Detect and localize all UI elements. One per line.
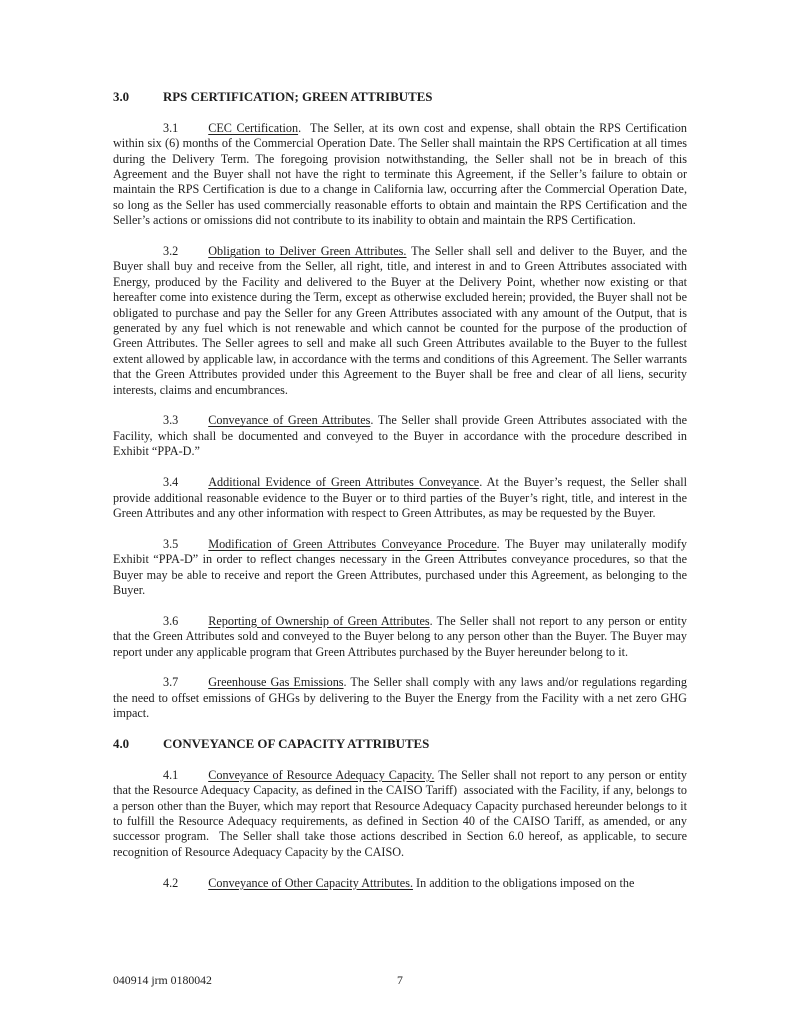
clause-number: 3.2 (163, 244, 179, 259)
clause-separator: . (370, 413, 378, 428)
clause-title: Modification of Green Attributes Conveyance Procedure (208, 536, 497, 551)
document-body (113, 90, 687, 891)
clause-number: 3.3 (163, 413, 179, 428)
clause-body: At the Buyer’s request, the Seller shall provide additional reasonable evidence to the Buyer or to third parties of the Buyer’s right, title, and interest in the Green Attributes and any other information with respect to Green Attributes, as may be requested by the Buyer. (113, 475, 688, 520)
clause-number: 3.5 (163, 536, 179, 551)
clause-separator: . (496, 536, 505, 551)
clause-body: The Seller shall comply with any laws and/or regulations regarding the need to offset emissions of GHGs by delivering to the Buyer the Energy from the Facility with a net zero GHG impact. (113, 675, 687, 721)
clause-title: Conveyance of Green Attributes (208, 413, 371, 428)
clause-separator: . (479, 475, 487, 490)
clause-separator: . (298, 120, 311, 135)
clause-separator: . (343, 675, 351, 690)
heading-number: 3.0 (113, 90, 130, 104)
heading-number: 4.0 (113, 736, 130, 751)
paragraph-4-2 (113, 876, 687, 891)
page-number: 7 (397, 973, 403, 987)
clause-number: 4.1 (163, 767, 179, 782)
clause-number: 4.2 (163, 875, 179, 890)
clause-title: Reporting of Ownership of Green Attributes (208, 613, 430, 628)
clause-body: The Seller shall provide Green Attributes associated with the Facility, which shall be documented and conveyed to the Buyer in accordance with the procedure described in Exhibit “PPA-D.” (113, 413, 688, 459)
clause-number: 3.7 (163, 675, 179, 690)
heading-title: RPS CERTIFICATION; GREEN ATTRIBUTES (163, 90, 433, 104)
section-heading-3-0 (113, 90, 687, 105)
clause-body: The Buyer may unilaterally modify Exhibit “PPA-D” in order to reflect changes necessary in the Green Attributes conveyance procedures, so that the Buyer may be able to receive and report the Green Attributes, purchased under this Agreement, as belonging to the Buyer. (113, 536, 687, 597)
paragraph-3-6 (113, 614, 687, 660)
clause-title: Obligation to Deliver Green Attributes. (208, 244, 407, 259)
section-heading-4-0 (113, 737, 687, 752)
paragraph-3-4 (113, 475, 687, 521)
clause-number: 3.6 (163, 613, 179, 628)
document-id: 040914 jrm 0180042 (113, 973, 212, 987)
clause-body: The Seller shall sell and deliver to the Buyer, and the Buyer shall buy and receive from the Seller, all right, title, and interest in and to Green Attributes associated with Energy, produced by the Facility and delivered to the Buyer at the Delivery Point, whether now existing or that hereafter come into existence during the Term, except as otherwise excluded herein; provided, the Buyer shall not be obligated to purchase and pay the Seller for any Green Attributes associated with any amount of the Output, that is generated by any fuel which is not renewable and which cannot be counted for the purpose of the production of Green Attributes. The Seller agrees to sell and make all such Green Attributes available to the Buyer to the fullest extent allowed by applicable law, in accordance with the terms and conditions of this Agreement. The Seller warrants that the Green Attributes provided under this Agreement to the Buyer shall be free and clear of all liens, security interests, claims and encumbrances. (113, 244, 688, 397)
paragraph-3-3 (113, 413, 687, 459)
clause-separator: . (429, 613, 437, 628)
paragraph-3-7 (113, 675, 687, 721)
paragraph-3-1 (113, 121, 687, 229)
clause-title: Additional Evidence of Green Attributes Conveyance (208, 475, 480, 490)
clause-body: The Seller shall not report to any person or entity that the Resource Adequacy Capacity, as defined in the CAISO Tariff) associated with the Facility, if any, belongs to a person other than the Buyer, which may report that Resource Adequacy Capacity purchased hereunder belongs to it to fulfill the Resource Adequacy requirements, as defined in Section 40 of the CAISO Tariff, as amended, or any successor program. The Seller shall take those actions described in Section 6.0 hereof, as applicable, to secure recognition of Resource Adequacy Capacity by the CAISO. (113, 767, 687, 859)
clause-body: The Seller shall not report to any person or entity that the Green Attributes sold and conveyed to the Buyer belong to any person other than the Buyer. The Buyer may report under any applicable program that Green Attributes purchased by the Buyer hereunder belong to it. (113, 613, 688, 659)
clause-number: 3.1 (163, 120, 179, 135)
clause-number: 3.4 (163, 475, 179, 490)
paragraph-3-2 (113, 244, 687, 398)
clause-body: The Seller, at its own cost and expense, shall obtain the RPS Certification within six (6) months of the Commercial Operation Date. The Seller shall maintain the RPS Certification at all times during the Delivery Term. The foregoing provision notwithstanding, the Seller shall not be in breach of this Agreement and the Buyer shall not have the right to terminate this Agreement, if the Seller’s failure to obtain or maintain the RPS Certification is due to a change in California law, occurring after the Commercial Operation Date, so long as the Seller has used commercially reasonable efforts to obtain and maintain the RPS Certification and the Seller’s actions or omissions did not contribute to its inability to obtain and maintain the RPS Certification. (113, 120, 687, 228)
clause-title: Greenhouse Gas Emissions (208, 675, 344, 690)
heading-title: CONVEYANCE OF CAPACITY ATTRIBUTES (163, 736, 430, 751)
paragraph-4-1 (113, 768, 687, 860)
clause-title: CEC Certification (208, 120, 299, 135)
clause-title: Conveyance of Other Capacity Attributes. (208, 875, 413, 890)
clause-title: Conveyance of Resource Adequacy Capacity. (208, 767, 435, 782)
clause-body: In addition to the obligations imposed on the (416, 875, 635, 890)
paragraph-3-5 (113, 537, 687, 599)
